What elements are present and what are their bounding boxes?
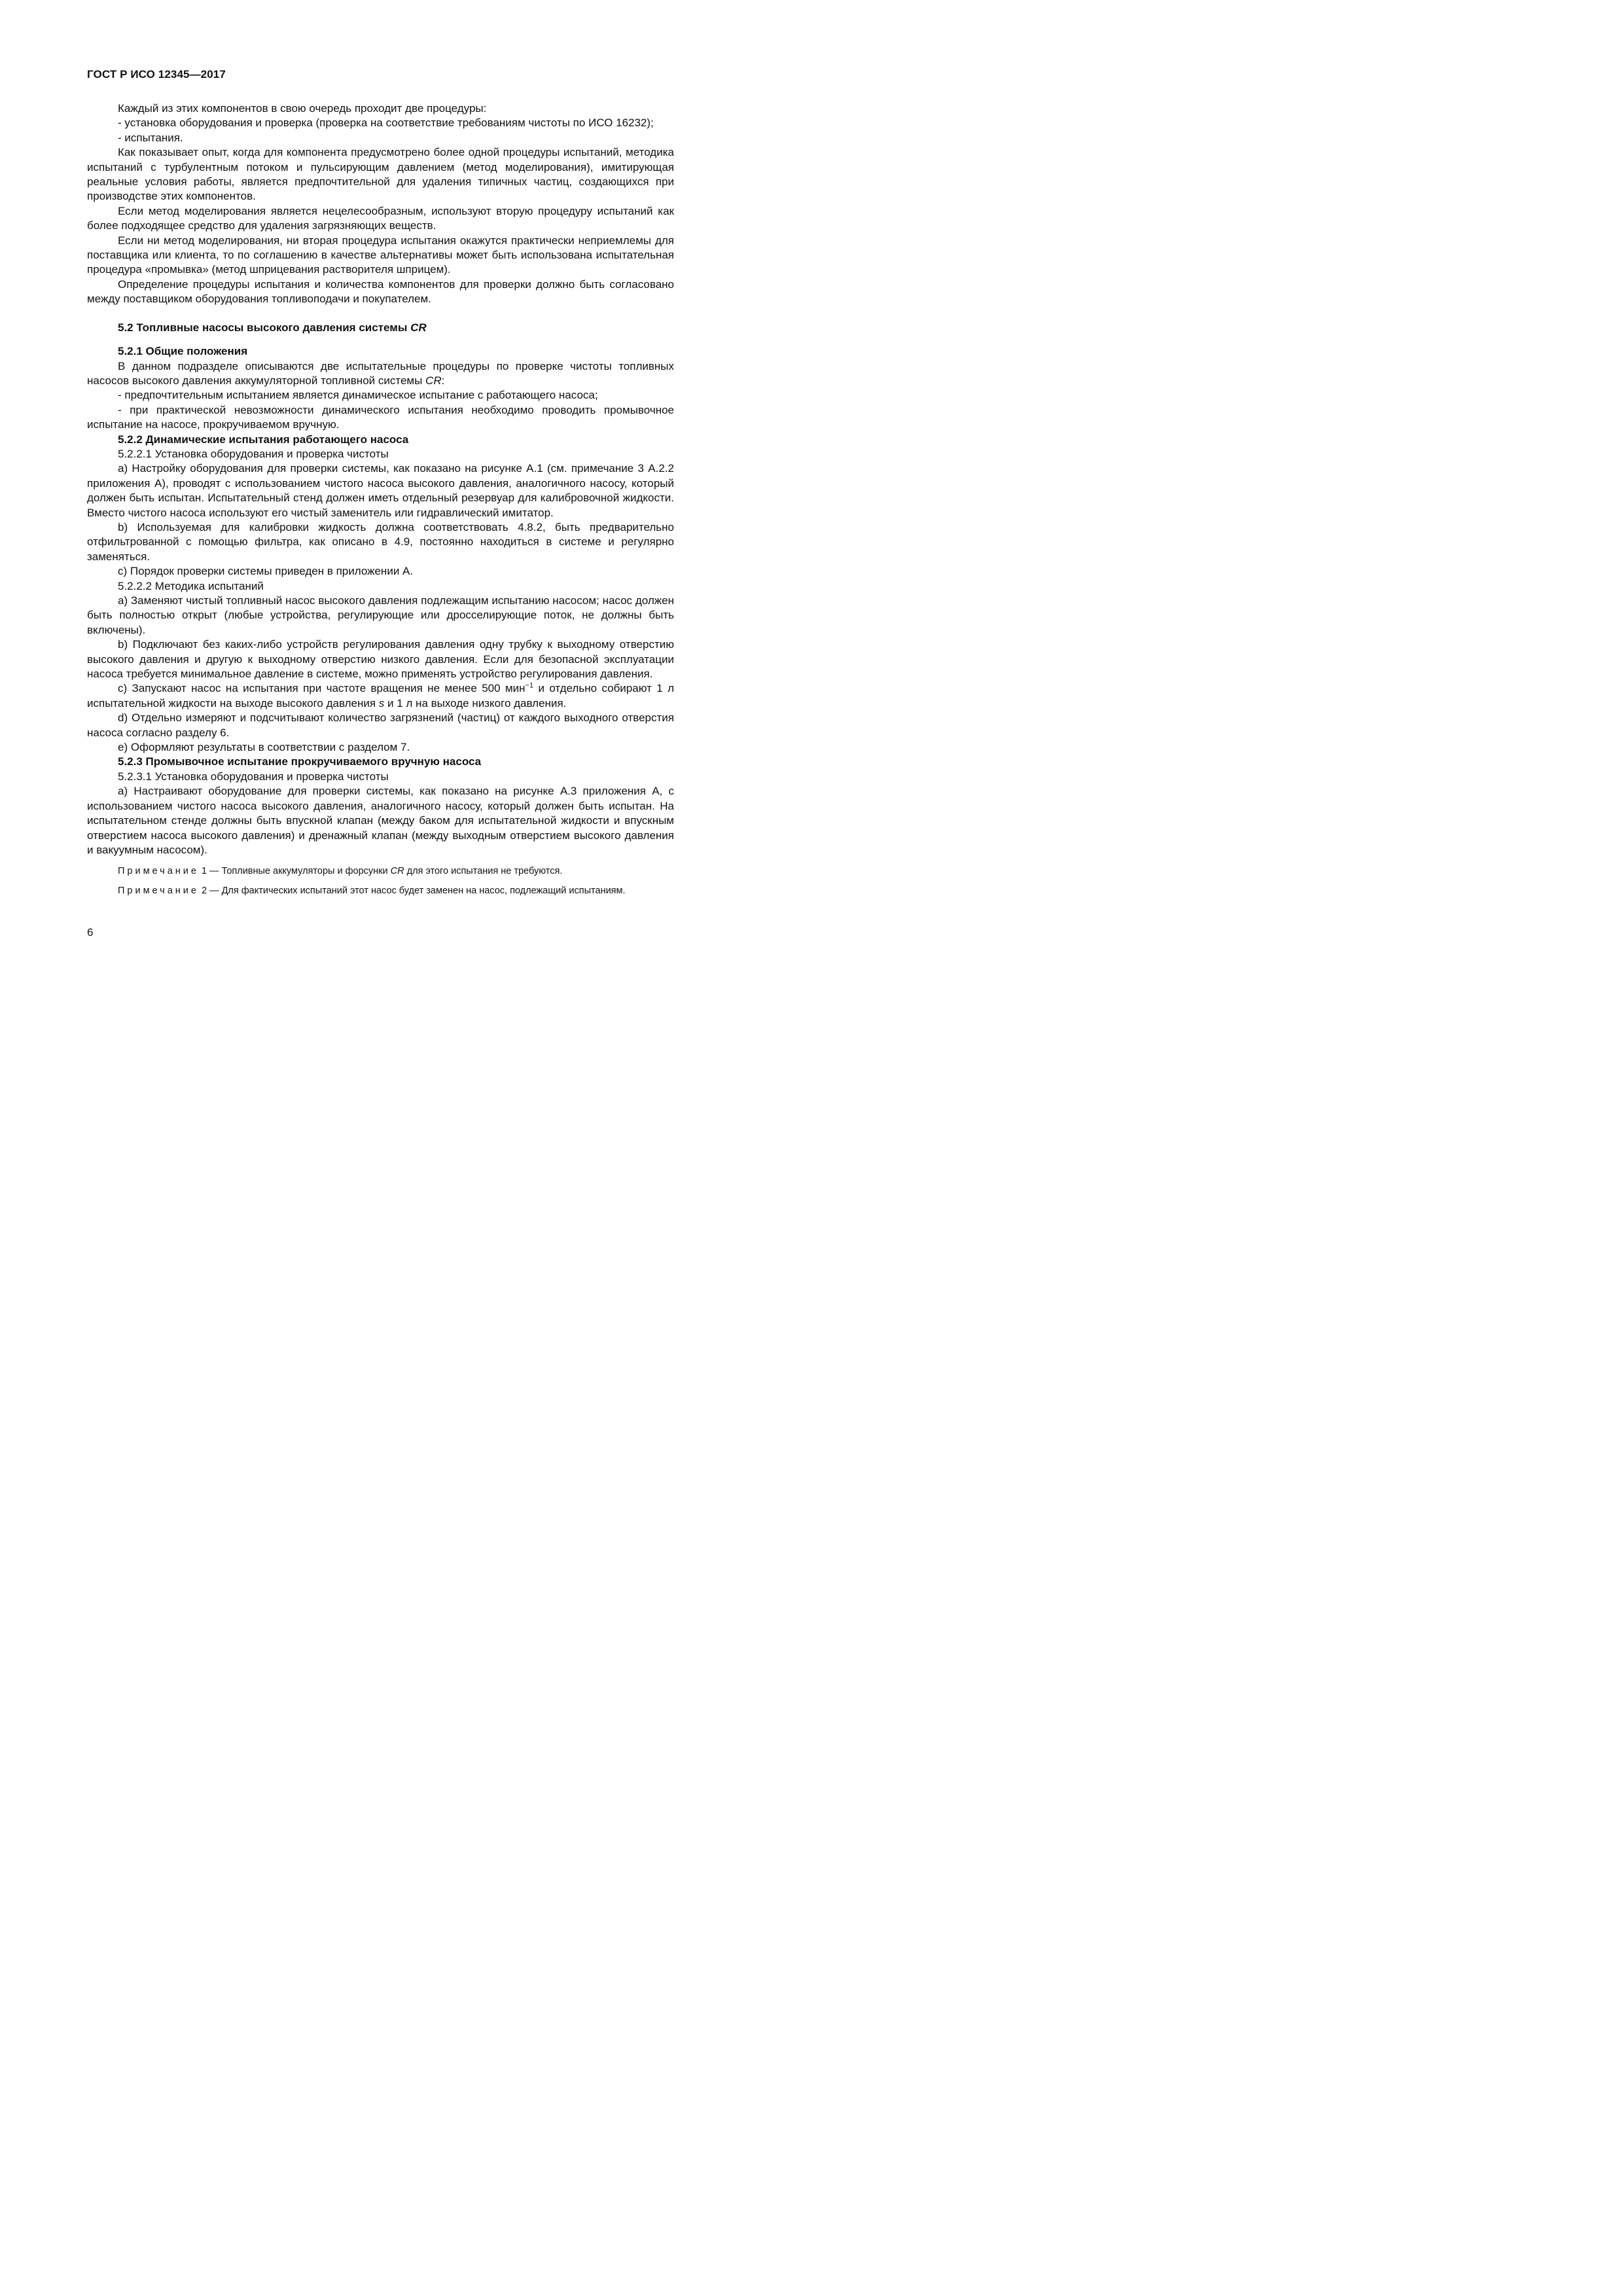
subsection-heading: 5.2.3.1 Установка оборудования и проверка чистоты bbox=[118, 770, 389, 783]
section-heading-5-2-2: 5.2.2 Динамические испытания работающего насоса bbox=[118, 433, 409, 446]
list-item: c) Запускают насос на испытания при частоте вращения не менее 500 мин$^{-1}$ и отдельно собирают 1 л испытательной жидкости на выходе высокого давления s и 1 л на выходе низкого давления. bbox=[87, 681, 674, 709]
paragraph: Каждый из этих компонентов в свою очередь проходит две процедуры: bbox=[118, 102, 487, 115]
section-heading-5-2-3: 5.2.3 Промывочное испытание прокручиваемого вручную насоса bbox=[118, 755, 482, 768]
note-1: Примечание 1 — Топливные аккумуляторы и форсунки CR для этого испытания не требуются. bbox=[118, 866, 563, 877]
list-item: c) Порядок проверки системы приведен в приложении А. bbox=[118, 565, 414, 578]
list-item: - предпочтительным испытанием является динамическое испытание с работающего насоса; bbox=[118, 389, 598, 402]
list-item: b) Подключают без каких-либо устройств регулирования давления одну трубку к выходному отверстию высокого давления и другую к выходному отверстию низкого давления. Если для безопасной эксплуатации насоса требуется минимальное давление в системе, можно применять устройство регулирования давления. bbox=[87, 638, 674, 681]
paragraph: Если ни метод моделирования, ни вторая процедура испытания окажутся практически неприемлемы для поставщика или клиента, то по соглашению в качестве альтернативы может быть использована испытательная процедура «промывка» (метод шприцевания растворителя шприцем). bbox=[87, 234, 674, 276]
list-item: a) Заменяют чистый топливный насос высокого давления подлежащим испытанию насосом; насос должен быть полностью открыт (любые устройства, регулирующие или дросселирующие поток, не должны быть включены). bbox=[87, 594, 674, 636]
list-item: a) Настройку оборудования для проверки системы, как показано на рисунке А.1 (см. примечание 3 А.2.2 приложения А), проводят с использованием чистого насоса высокого давления, аналогичного насосу, который должен быть испытан. Испытательный стенд должен иметь отдельный резервуар для калибровочной жидкости. Вместо чистого насоса используют его чистый заменитель или гидравлический имитатор. bbox=[87, 462, 674, 519]
standard-header: ГОСТ Р ИСО 12345—2017 bbox=[87, 68, 226, 81]
section-heading-5-2 bbox=[87, 321, 674, 335]
section-title: 5.2 Топливные насосы высокого давления системы bbox=[118, 321, 408, 334]
paragraph: Если метод моделирования является нецелесообразным, используют вторую процедуру испытаний как более подходящее средство для удаления загрязняющих веществ. bbox=[87, 204, 674, 232]
list-item: a) Настраивают оборудование для проверки системы, как показано на рисунке А.3 приложения А, с использованием чистого насоса высокого давления, аналогичного насосу, который должен быть испытан. На испытательном стенде должны быть впускной клапан (между баком для испытательной жидкости и впускным отверстием насоса высокого давления) и дренажный клапан (между выходным отверстием высокого давления и вакуумным насосом). bbox=[87, 785, 674, 856]
subsection-heading: 5.2.2.2 Методика испытаний bbox=[118, 579, 264, 592]
paragraph: Определение процедуры испытания и количества компонентов для проверки должно быть согласовано между поставщиком оборудования топливоподачи и покупателем. bbox=[87, 278, 674, 306]
section-title-italic: CR bbox=[410, 321, 427, 334]
paragraph: В данном подразделе описываются две испытательные процедуры по проверке чистоты топливных насосов высокого давления аккумуляторной топливной системы CR: bbox=[87, 359, 674, 387]
list-item: e) Оформляют результаты в соответствии с разделом 7. bbox=[118, 741, 410, 754]
subsection-heading: 5.2.2.1 Установка оборудования и проверка чистоты bbox=[118, 447, 389, 460]
list-item: b) Используемая для калибровки жидкость должна соответствовать 4.8.2, быть предварительно отфильтрованной с помощью фильтра, как описано в 4.9, постоянно находиться в системе и регулярно заменяться. bbox=[87, 520, 674, 563]
document-page bbox=[0, 0, 722, 1021]
list-item: d) Отдельно измеряют и подсчитывают количество загрязнений (частиц) от каждого выходного отверстия насоса согласно разделу 6. bbox=[87, 711, 674, 739]
page-number: 6 bbox=[87, 926, 94, 939]
paragraph: Как показывает опыт, когда для компонента предусмотрено более одной процедуры испытаний, методика испытаний с турбулентным потоком и пульсирующим давлением (метод моделирования), имитирующая реальные условия работы, является предпочтительной для удаления типичных частиц, создающихся при производстве этих компонентов. bbox=[87, 146, 674, 203]
list-item: - при практической невозможности динамического испытания необходимо проводить промывочное испытание на насосе, прокручиваемом вручную. bbox=[87, 403, 674, 431]
note-2: Примечание 2 — Для фактических испытаний этот насос будет заменен на насос, подлежащий испытаниям. bbox=[118, 886, 626, 897]
list-item: - установка оборудования и проверка (проверка на соответствие требованиям чистоты по ИСО 16232); bbox=[118, 117, 654, 130]
document-body bbox=[87, 101, 674, 897]
list-item: - испытания. bbox=[118, 131, 183, 144]
section-heading-5-2-1: 5.2.1 Общие положения bbox=[118, 345, 248, 358]
